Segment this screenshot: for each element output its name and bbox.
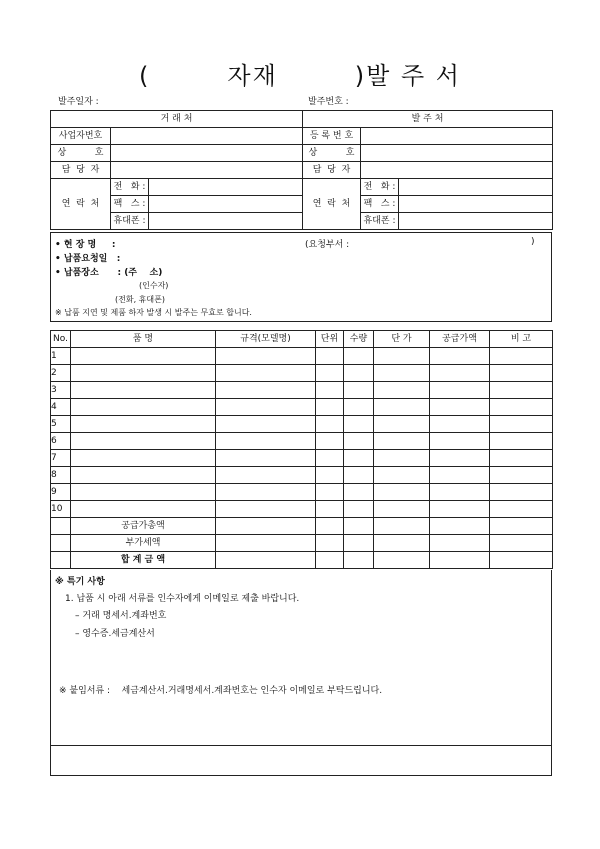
spec-cell[interactable] (216, 501, 316, 518)
orderer-fax-label: 팩 스 : (361, 196, 399, 213)
grand-total-cell[interactable] (374, 552, 430, 569)
unit-cell[interactable] (316, 348, 344, 365)
grand-total-cell[interactable] (430, 552, 490, 569)
price-cell[interactable] (374, 416, 430, 433)
col-header-qty: 수량 (344, 331, 374, 348)
orderer-reg-no-field[interactable] (361, 128, 553, 145)
row-number: 9 (51, 484, 71, 501)
remarks-cell[interactable] (490, 416, 553, 433)
orderer-manager-label: 담 당 자 (303, 162, 361, 179)
spec-cell[interactable] (216, 484, 316, 501)
price-cell[interactable] (374, 399, 430, 416)
unit-cell[interactable] (316, 433, 344, 450)
item-cell[interactable] (71, 467, 216, 484)
orderer-fax-field[interactable] (399, 196, 553, 213)
supplier-company-label: 상 호 (51, 145, 111, 162)
document-title: ( 자재 )발 주 서 (139, 62, 461, 90)
price-cell[interactable] (374, 501, 430, 518)
remarks-cell[interactable] (490, 382, 553, 399)
orderer-company-label: 상 호 (303, 145, 361, 162)
row-number: 7 (51, 450, 71, 467)
unit-cell[interactable] (316, 467, 344, 484)
amount-cell[interactable] (430, 399, 490, 416)
delivery-place-label: • 납품장소 : (주 소) (55, 268, 163, 278)
supplier-manager-field[interactable] (111, 162, 303, 179)
amount-cell[interactable] (430, 450, 490, 467)
item-cell[interactable] (71, 450, 216, 467)
qty-cell[interactable] (344, 467, 374, 484)
row-number: 3 (51, 382, 71, 399)
item-cell[interactable] (71, 382, 216, 399)
remarks-line-1: 1. 납품 시 아래 서류를 인수자에게 이메일로 제출 바랍니다. (65, 594, 300, 604)
supplier-manager-label: 담 당 자 (51, 162, 111, 179)
amount-cell[interactable] (430, 484, 490, 501)
supplier-contact-label: 연 락 처 (51, 179, 111, 230)
row-number: 1 (51, 348, 71, 365)
supplier-biz-no-label: 사업자번호 (51, 128, 111, 145)
table-row (51, 416, 553, 433)
item-cell[interactable] (71, 501, 216, 518)
amount-cell[interactable] (430, 501, 490, 518)
delivery-info-box (50, 232, 552, 322)
col-header-supply-amount: 공급가액 (430, 331, 490, 348)
supply-total-cell[interactable] (344, 518, 374, 535)
order-date-label: 발주일자 : (58, 97, 99, 107)
grand-total-cell[interactable] (490, 552, 553, 569)
remarks-line-2: – 거래 명세서.계좌번호 (75, 611, 167, 621)
orderer-header: 발 주 처 (303, 111, 553, 128)
item-cell[interactable] (71, 399, 216, 416)
remarks-cell[interactable] (490, 365, 553, 382)
orderer-phone-field[interactable] (399, 179, 553, 196)
col-header-no: No. (51, 331, 71, 348)
price-cell[interactable] (374, 433, 430, 450)
col-header-remarks: 비 고 (490, 331, 553, 348)
request-dept-close: ) (531, 237, 535, 247)
table-row (51, 501, 553, 518)
supply-total-cell[interactable] (216, 518, 316, 535)
amount-cell[interactable] (430, 348, 490, 365)
row-number: 2 (51, 365, 71, 382)
spec-cell[interactable] (216, 382, 316, 399)
price-cell[interactable] (374, 467, 430, 484)
supplier-mobile-field[interactable] (149, 213, 303, 230)
vat-label: 부가세액 (71, 535, 216, 552)
spec-cell[interactable] (216, 467, 316, 484)
unit-cell[interactable] (316, 416, 344, 433)
qty-cell[interactable] (344, 501, 374, 518)
row-number: 4 (51, 399, 71, 416)
row-number: 10 (51, 501, 71, 518)
price-cell[interactable] (374, 365, 430, 382)
grand-total-cell[interactable] (344, 552, 374, 569)
vat-cell[interactable] (344, 535, 374, 552)
supplier-mobile-label: 휴대폰 : (111, 213, 149, 230)
remarks-cell[interactable] (490, 433, 553, 450)
col-header-unit-price: 단 가 (374, 331, 430, 348)
supplier-fax-field[interactable] (149, 196, 303, 213)
item-cell[interactable] (71, 348, 216, 365)
item-cell[interactable] (71, 416, 216, 433)
supplier-fax-label: 팩 스 : (111, 196, 149, 213)
orderer-phone-label: 전 화 : (361, 179, 399, 196)
spec-cell[interactable] (216, 450, 316, 467)
site-name-label: • 현 장 명 : (55, 240, 116, 250)
amount-cell[interactable] (430, 416, 490, 433)
bottom-blank-row[interactable] (50, 745, 552, 776)
remarks-cell[interactable] (490, 467, 553, 484)
supply-total-cell[interactable] (490, 518, 553, 535)
supply-total-cell[interactable] (316, 518, 344, 535)
remarks-title: ※ 특기 사항 (55, 577, 105, 587)
table-row (51, 450, 553, 467)
supply-total-cell[interactable] (430, 518, 490, 535)
supplier-phone-label: 전 화 : (111, 179, 149, 196)
qty-cell[interactable] (344, 382, 374, 399)
unit-cell[interactable] (316, 501, 344, 518)
unit-cell[interactable] (316, 365, 344, 382)
table-row (51, 365, 553, 382)
orderer-mobile-field[interactable] (399, 213, 553, 230)
qty-cell[interactable] (344, 399, 374, 416)
price-cell[interactable] (374, 484, 430, 501)
table-row (51, 399, 553, 416)
remarks-cell[interactable] (490, 501, 553, 518)
void-notice: ※ 납품 지연 및 제품 하자 발생 시 발주는 무효로 합니다. (55, 308, 252, 317)
vat-cell[interactable] (316, 535, 344, 552)
attachments-note: ※ 붙임서류 : 세금계산서.거래명세서.계좌번호는 인수자 이메일로 부탁드립니다. (59, 686, 383, 696)
vat-cell[interactable] (430, 535, 490, 552)
table-row (51, 348, 553, 365)
spec-cell[interactable] (216, 365, 316, 382)
row-number: 5 (51, 416, 71, 433)
item-cell[interactable] (71, 365, 216, 382)
price-cell[interactable] (374, 450, 430, 467)
col-header-item: 품 명 (71, 331, 216, 348)
orderer-mobile-label: 휴대폰 : (361, 213, 399, 230)
orderer-company-field[interactable] (361, 145, 553, 162)
orderer-reg-no-label: 등 록 번 호 (303, 128, 361, 145)
row-number: 8 (51, 467, 71, 484)
vat-cell[interactable] (216, 535, 316, 552)
item-cell[interactable] (71, 484, 216, 501)
supplier-header: 거 래 처 (51, 111, 303, 128)
supplier-phone-field[interactable] (149, 179, 303, 196)
table-row (51, 467, 553, 484)
supply-total-label: 공급가총액 (71, 518, 216, 535)
orderer-manager-field[interactable] (361, 162, 553, 179)
spec-cell[interactable] (216, 399, 316, 416)
spec-cell[interactable] (216, 416, 316, 433)
orderer-contact-label: 연 락 처 (303, 179, 361, 230)
amount-cell[interactable] (430, 467, 490, 484)
amount-cell[interactable] (430, 365, 490, 382)
receiver-label: (인수자) (139, 281, 169, 290)
unit-cell[interactable] (316, 382, 344, 399)
remarks-cell[interactable] (490, 399, 553, 416)
vat-cell[interactable] (374, 535, 430, 552)
supplier-biz-no-field[interactable] (111, 128, 303, 145)
unit-cell[interactable] (316, 399, 344, 416)
unit-cell[interactable] (316, 450, 344, 467)
grand-total-cell[interactable] (216, 552, 316, 569)
items-table (50, 330, 553, 569)
unit-cell[interactable] (316, 484, 344, 501)
spec-cell[interactable] (216, 433, 316, 450)
table-row (51, 382, 553, 399)
supplier-company-field[interactable] (111, 145, 303, 162)
price-cell[interactable] (374, 382, 430, 399)
order-number-label: 발주번호 : (308, 97, 349, 107)
remarks-cell[interactable] (490, 348, 553, 365)
grand-total-cell[interactable] (316, 552, 344, 569)
remarks-cell[interactable] (490, 484, 553, 501)
table-row (51, 484, 553, 501)
item-cell[interactable] (71, 433, 216, 450)
parties-table (50, 110, 553, 230)
vat-cell[interactable] (490, 535, 553, 552)
receiver-phone-label: (전화, 휴대폰) (115, 295, 165, 304)
table-row (51, 433, 553, 450)
supply-total-cell[interactable] (374, 518, 430, 535)
qty-cell[interactable] (344, 348, 374, 365)
remarks-line-3: – 영수증.세금계산서 (75, 629, 155, 639)
request-dept-label: (요청부서 : (305, 240, 350, 250)
amount-cell[interactable] (430, 382, 490, 399)
remarks-box (50, 570, 552, 746)
col-header-unit: 단위 (316, 331, 344, 348)
qty-cell[interactable] (344, 365, 374, 382)
price-cell[interactable] (374, 348, 430, 365)
qty-cell[interactable] (344, 450, 374, 467)
row-number: 6 (51, 433, 71, 450)
spec-cell[interactable] (216, 348, 316, 365)
qty-cell[interactable] (344, 416, 374, 433)
grand-total-label: 합 계 금 액 (71, 552, 216, 569)
delivery-date-label: • 납품요청일 : (55, 254, 121, 264)
col-header-spec: 규격(모델명) (216, 331, 316, 348)
qty-cell[interactable] (344, 433, 374, 450)
remarks-cell[interactable] (490, 450, 553, 467)
qty-cell[interactable] (344, 484, 374, 501)
amount-cell[interactable] (430, 433, 490, 450)
